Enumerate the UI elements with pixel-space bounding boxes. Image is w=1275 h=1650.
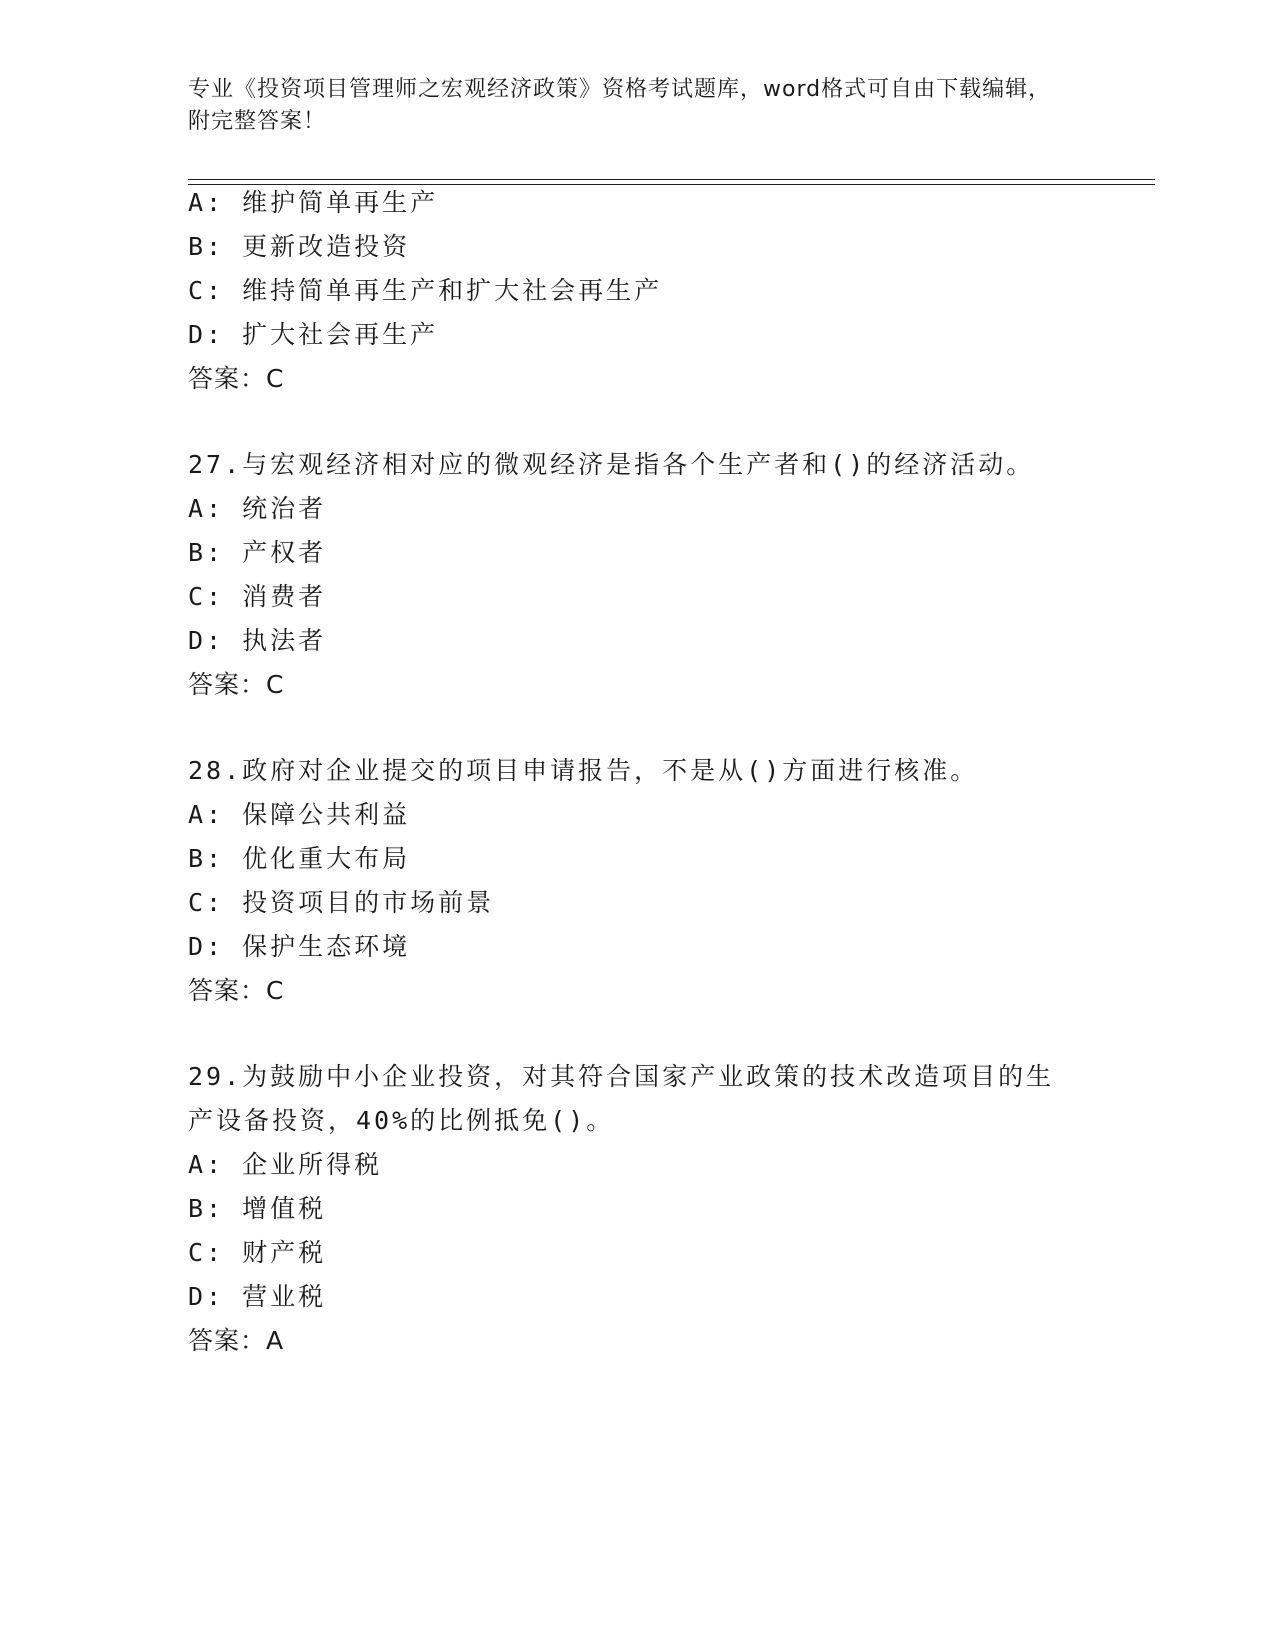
q28-option-c: C: 投资项目的市场前景: [188, 888, 495, 917]
q26-option-c: C: 维持简单再生产和扩大社会再生产: [188, 276, 663, 305]
q27-answer: 答案：C: [188, 670, 285, 699]
header-rule-top: [188, 179, 1155, 180]
q28-option-d: D: 保护生态环境: [188, 932, 411, 961]
q26-answer: 答案：C: [188, 364, 285, 393]
document-header: 专业《投资项目管理师之宏观经济政策》资格考试题库，word格式可自由下载编辑，附完整答案！: [188, 77, 1052, 134]
q28-option-b: B: 优化重大布局: [188, 844, 411, 873]
q29-option-c: C: 财产税: [188, 1238, 327, 1267]
q29-question-line1: 29.为鼓励中小企业投资，对其符合国家产业政策的技术改造项目的生: [188, 1062, 1055, 1091]
q29-option-a: A: 企业所得税: [188, 1150, 383, 1179]
q28-question: 28.政府对企业提交的项目申请报告，不是从()方面进行核准。: [188, 756, 979, 785]
q27-question: 27.与宏观经济相对应的微观经济是指各个生产者和()的经济活动。: [188, 450, 1035, 479]
q27-option-c: C: 消费者: [188, 582, 327, 611]
q27-option-a: A: 统治者: [188, 494, 327, 523]
q27-option-d: D: 执法者: [188, 626, 327, 655]
q27-option-b: B: 产权者: [188, 538, 327, 567]
q26-option-d: D: 扩大社会再生产: [188, 320, 439, 349]
q28-answer: 答案：C: [188, 976, 285, 1005]
q29-option-d: D: 营业税: [188, 1282, 327, 1311]
header-rule-bottom: [188, 184, 1155, 185]
q29-option-b: B: 增值税: [188, 1194, 327, 1223]
q29-question-line2: 产设备投资，40%的比例抵免()。: [188, 1106, 615, 1135]
q26-option-b: B: 更新改造投资: [188, 232, 411, 261]
q28-option-a: A: 保障公共利益: [188, 800, 411, 829]
q29-answer: 答案：A: [188, 1326, 285, 1355]
q26-option-a: A: 维护简单再生产: [188, 188, 439, 217]
